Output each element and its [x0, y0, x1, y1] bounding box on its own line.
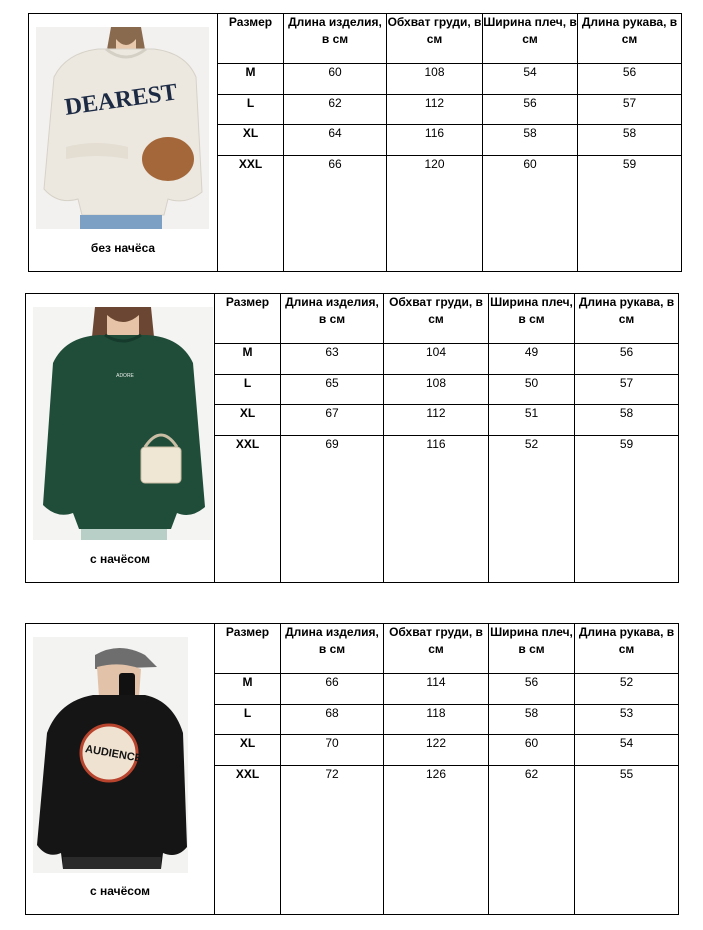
cell-chest: 120 — [387, 156, 483, 272]
print-text: DEAREST — [63, 79, 179, 121]
cell-length: 65 — [281, 375, 384, 405]
product-photo — [33, 637, 188, 873]
cell-size: XXL — [218, 156, 284, 272]
header-length: Длина изделия, в см — [281, 624, 384, 674]
product-photo — [33, 307, 213, 540]
cell-sleeve: 59 — [575, 436, 679, 583]
cell-shoulders: 58 — [483, 125, 578, 156]
cell-sleeve: 52 — [575, 674, 679, 705]
product-caption: с начёсом — [90, 884, 150, 898]
size-table — [25, 623, 679, 915]
cell-size: XXL — [215, 766, 281, 915]
cell-shoulders: 60 — [483, 156, 578, 272]
cell-size: M — [215, 344, 281, 375]
cell-length: 70 — [281, 735, 384, 766]
header-length: Длина изделия, в см — [281, 294, 384, 344]
cell-sleeve: 58 — [578, 125, 682, 156]
cell-chest: 108 — [387, 64, 483, 95]
cell-size: L — [215, 375, 281, 405]
print-text: ADORE — [116, 373, 134, 379]
cell-size: L — [215, 705, 281, 735]
cell-size: M — [215, 674, 281, 705]
cell-size: XL — [218, 125, 284, 156]
cell-sleeve: 54 — [575, 735, 679, 766]
print-text: AUDIENCE — [84, 743, 143, 765]
cell-shoulders: 51 — [489, 405, 575, 436]
header-chest: Обхват груди, в см — [387, 14, 483, 64]
header-size: Размер — [215, 294, 281, 344]
cell-shoulders: 52 — [489, 436, 575, 583]
cell-chest: 126 — [384, 766, 489, 915]
cell-chest: 122 — [384, 735, 489, 766]
cell-sleeve: 56 — [578, 64, 682, 95]
cell-length: 63 — [281, 344, 384, 375]
cell-chest: 112 — [384, 405, 489, 436]
cell-size: XL — [215, 405, 281, 436]
cell-sleeve: 53 — [575, 705, 679, 735]
cell-shoulders: 58 — [489, 705, 575, 735]
cell-chest: 112 — [387, 95, 483, 125]
cell-shoulders: 49 — [489, 344, 575, 375]
cell-shoulders: 54 — [483, 64, 578, 95]
header-sleeve: Длина рукава, в см — [575, 624, 679, 674]
cell-chest: 108 — [384, 375, 489, 405]
cell-length: 64 — [284, 125, 387, 156]
cell-length: 72 — [281, 766, 384, 915]
cell-length: 62 — [284, 95, 387, 125]
product-caption: с начёсом — [90, 552, 150, 566]
cell-length: 67 — [281, 405, 384, 436]
cell-size: XXL — [215, 436, 281, 583]
header-sleeve: Длина рукава, в см — [575, 294, 679, 344]
cell-length: 66 — [284, 156, 387, 272]
cell-size: L — [218, 95, 284, 125]
product-caption: без начёса — [90, 241, 156, 255]
product-photo-cell — [29, 14, 218, 272]
cell-sleeve: 55 — [575, 766, 679, 915]
product-photo-cell — [26, 294, 215, 583]
header-chest: Обхват груди, в см — [384, 294, 489, 344]
size-chart-3 — [25, 623, 678, 915]
cell-length: 69 — [281, 436, 384, 583]
cell-size: XL — [215, 735, 281, 766]
cell-shoulders: 62 — [489, 766, 575, 915]
cell-sleeve: 56 — [575, 344, 679, 375]
cell-sleeve: 59 — [578, 156, 682, 272]
header-length: Длина изделия, в см — [284, 14, 387, 64]
cell-chest: 114 — [384, 674, 489, 705]
cell-length: 60 — [284, 64, 387, 95]
size-chart-1 — [28, 13, 681, 272]
cell-sleeve: 57 — [575, 375, 679, 405]
header-chest: Обхват груди, в см — [384, 624, 489, 674]
size-table — [25, 293, 679, 583]
header-shoulders: Ширина плеч, в см — [489, 294, 575, 344]
cell-shoulders: 50 — [489, 375, 575, 405]
cell-chest: 104 — [384, 344, 489, 375]
cell-chest: 118 — [384, 705, 489, 735]
cell-size: M — [218, 64, 284, 95]
cell-shoulders: 56 — [483, 95, 578, 125]
size-table — [28, 13, 682, 272]
cell-chest: 116 — [387, 125, 483, 156]
cell-chest: 116 — [384, 436, 489, 583]
header-sleeve: Длина рукава, в см — [578, 14, 682, 64]
header-shoulders: Ширина плеч, в см — [489, 624, 575, 674]
cell-length: 68 — [281, 705, 384, 735]
cell-sleeve: 58 — [575, 405, 679, 436]
cell-length: 66 — [281, 674, 384, 705]
product-photo — [36, 27, 209, 229]
cell-shoulders: 56 — [489, 674, 575, 705]
size-chart-2 — [25, 293, 678, 583]
cell-sleeve: 57 — [578, 95, 682, 125]
header-size: Размер — [218, 14, 284, 64]
header-size: Размер — [215, 624, 281, 674]
product-photo-cell — [26, 624, 215, 915]
cell-shoulders: 60 — [489, 735, 575, 766]
header-shoulders: Ширина плеч, в см — [483, 14, 578, 64]
